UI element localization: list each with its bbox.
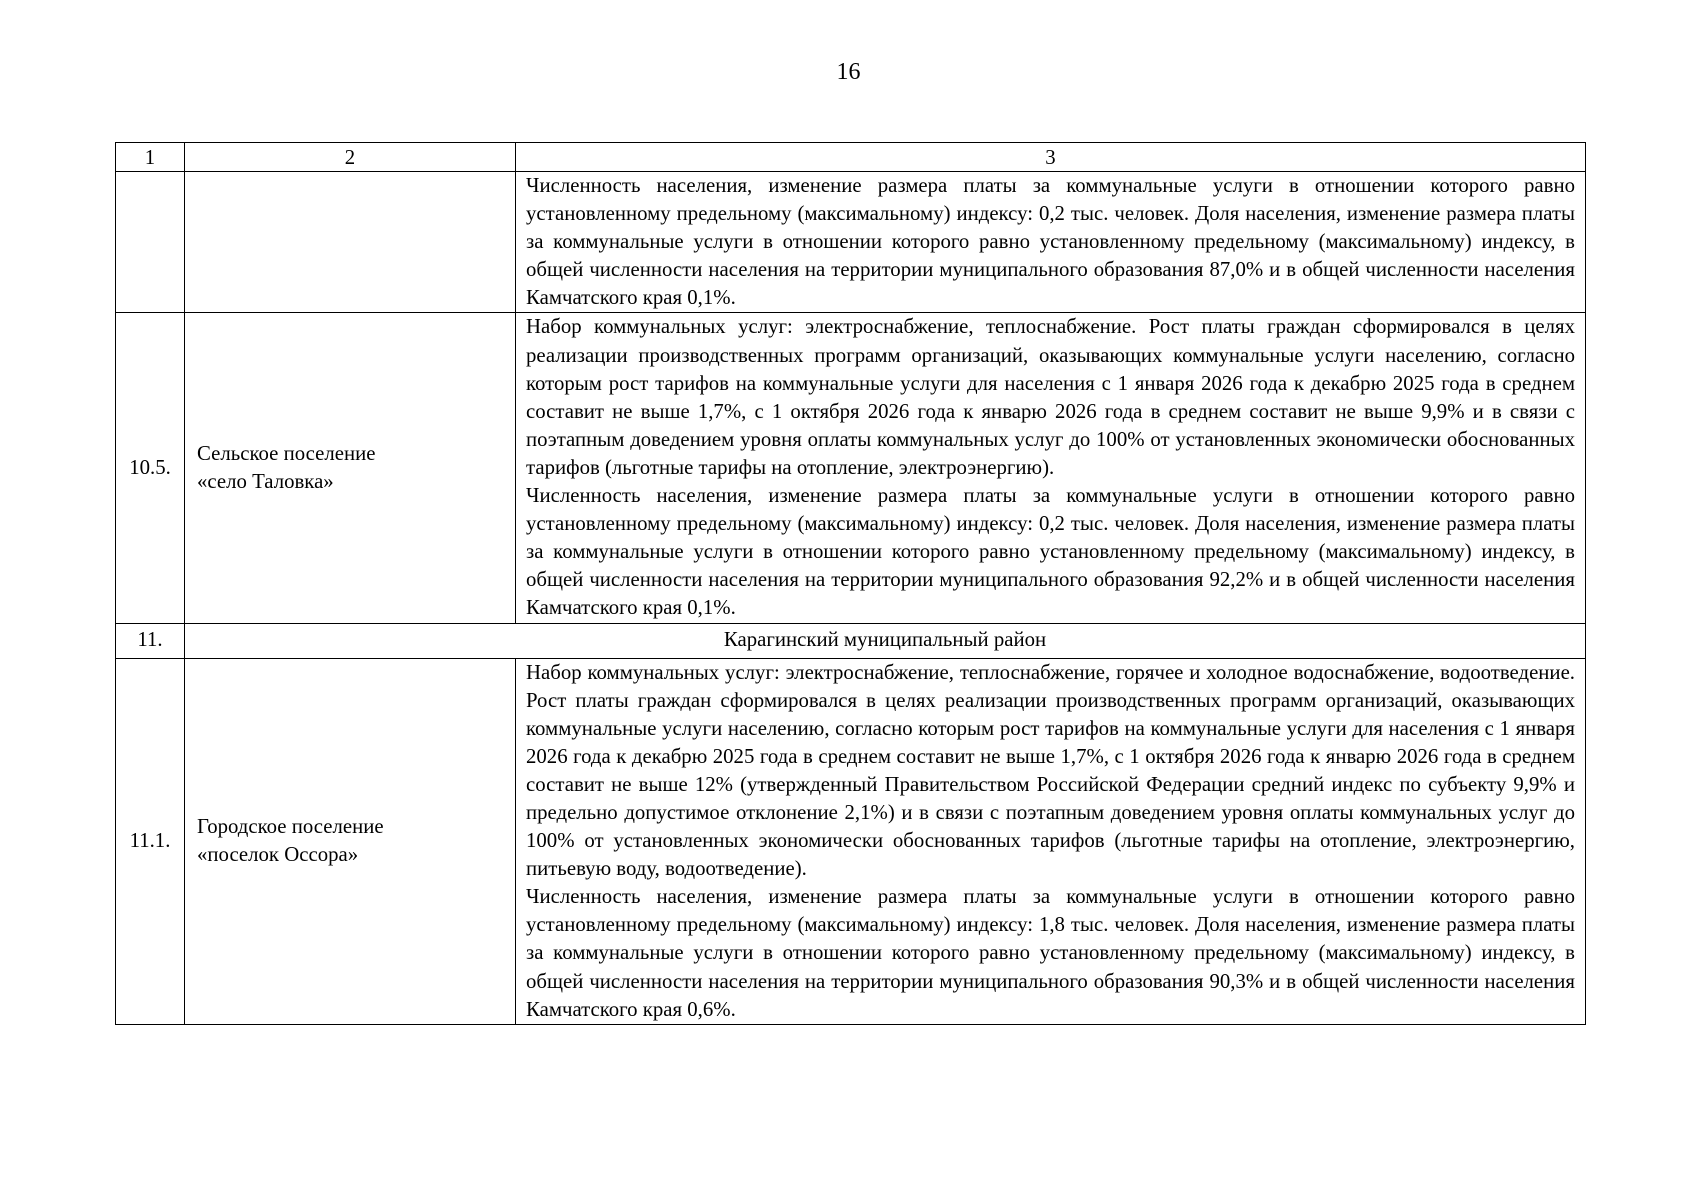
- municipality-type: Сельское поселение: [197, 441, 376, 465]
- row-number-cell-empty: [116, 172, 185, 313]
- column-header-2: 2: [185, 143, 516, 172]
- table-row-11-1: [116, 658, 1586, 1024]
- row-description-cell: [516, 172, 1586, 313]
- population-paragraph: Численность населения, изменение размера платы за коммунальные услуги в отношении которого равно установленному предельному (максимальному) индексу: 0,2 тыс. человек. Доля населения, изменение размера платы за коммунальные услуги в отношении которого равно установленному предельному (максимальному) индексу, в общей численности населения на территории муниципального образования 87,0% и в общей численности населения Камчатского края 0,1%.: [526, 174, 1575, 310]
- row-description-cell: [516, 313, 1586, 623]
- table-row-11: [116, 623, 1586, 658]
- column-header-3: 3: [516, 143, 1586, 172]
- population-paragraph: Численность населения, изменение размера платы за коммунальные услуги в отношении которого равно установленному предельному (максимальному) индексу: 1,8 тыс. человек. Доля населения, изменение размера платы за коммунальные услуги в отношении которого равно установленному предельному (максимальному) индексу, в общей численности населения на территории муниципального образования 90,3% и в общей численности населения Камчатского края 0,6%.: [526, 885, 1575, 1021]
- row-description-cell: [516, 658, 1586, 1024]
- column-header-row: [116, 143, 1586, 172]
- municipality-title: «село Таловка»: [197, 469, 334, 493]
- table-row-continuation: [116, 172, 1586, 313]
- page-number: 16: [836, 59, 861, 85]
- row-number: 10.5.: [116, 313, 185, 623]
- municipality-name: [185, 658, 516, 1024]
- services-paragraph: Набор коммунальных услуг: электроснабжение, теплоснабжение, горячее и холодное водоснабжение, водоотведение. Рост платы граждан сформировался в целях реализации производственных программ организаций, оказывающих коммунальные услуги населению, согласно которым рост тарифов на коммунальные услуги для населения с 1 января 2026 года к декабрю 2025 года в среднем составит не выше 1,7%, с 1 октября 2026 года к январю 2026 года в среднем составит не выше 12% (утвержденный Правительством Российской Федерации средний индекс по субъекту 9,9% и предельно допустимое отклонение 2,1%) и в связи с поэтапным доведением уровня оплаты коммунальных услуг до 100% от установленных экономически обоснованных тарифов (льготные тарифы на отопление, электроэнергию, питьевую воду, водоотведение).: [526, 660, 1575, 881]
- row-name-cell-empty: [185, 172, 516, 313]
- table-row-10-5: [116, 313, 1586, 623]
- municipality-name: [185, 313, 516, 623]
- municipal-tariff-table: [115, 142, 1586, 1025]
- population-paragraph: Численность населения, изменение размера платы за коммунальные услуги в отношении которого равно установленному предельному (максимальному) индексу: 0,2 тыс. человек. Доля населения, изменение размера платы за коммунальные услуги в отношении которого равно установленному предельному (максимальному) индексу, в общей численности населения на территории муниципального образования 92,2% и в общей численности населения Камчатского края 0,1%.: [526, 484, 1575, 620]
- municipality-type: Городское поселение: [197, 815, 384, 839]
- district-name: Карагинский муниципальный район: [185, 623, 1586, 658]
- column-header-1: 1: [116, 143, 185, 172]
- row-number: 11.1.: [116, 658, 185, 1024]
- municipality-title: «поселок Оссора»: [197, 843, 359, 867]
- row-number: 11.: [116, 623, 185, 658]
- services-paragraph: Набор коммунальных услуг: электроснабжение, теплоснабжение. Рост платы граждан сформировался в целях реализации производственных программ организаций, оказывающих коммунальные услуги населению, согласно которым рост тарифов на коммунальные услуги для населения с 1 января 2026 года к декабрю 2025 года в среднем составит не выше 1,7%, с 1 октября 2026 года к январю 2026 года в среднем составит не выше 9,9% и в связи с поэтапным доведением уровня оплаты коммунальных услуг до 100% от установленных экономически обоснованных тарифов (льготные тарифы на отопление, электроэнергию).: [526, 315, 1575, 479]
